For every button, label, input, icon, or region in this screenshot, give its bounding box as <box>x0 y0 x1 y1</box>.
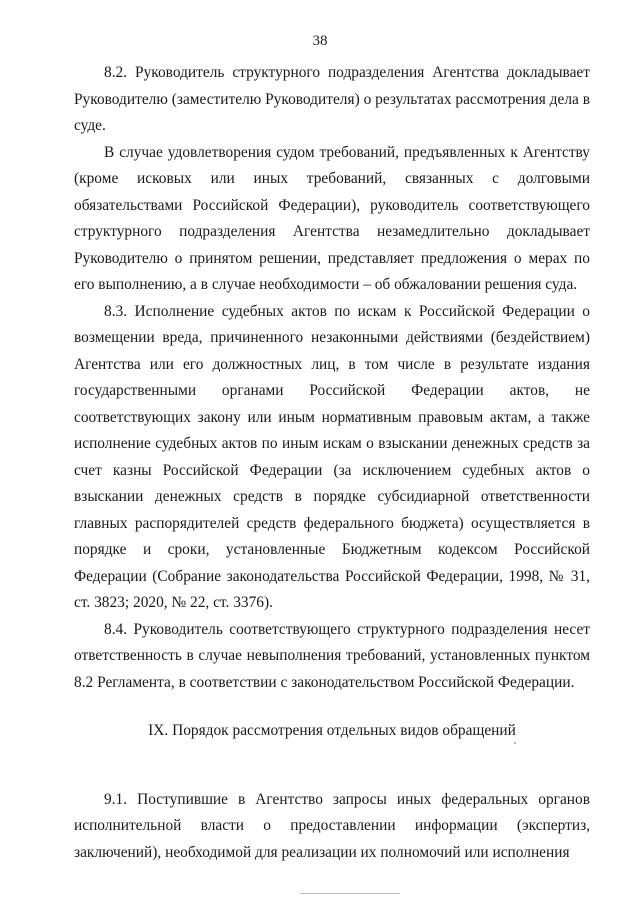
document-body <box>74 60 590 866</box>
page-number: 38 <box>312 33 328 49</box>
scan-edge-mark <box>300 893 400 894</box>
section-ix-heading: IX. Порядок рассмотрения отдельных видов обращений <box>148 722 516 739</box>
paragraph-8-2-continued: В случае удовлетворения судом требований, предъявленных к Агентству (кроме исковых или иных требований, связанных с долговыми обязательствами Российской Федерации), руководитель соответствующего структурного подразделения Агентства незамедлительно докладывает Руководителю о принятом решении, представляет предложения о мерах по его выполнению, а в случае необходимости – об обжаловании решения суда. <box>74 143 590 293</box>
paragraph-9-1: 9.1. Поступившие в Агентство запросы иных федеральных органов исполнительной власти о предоставлении информации (экспертиз, заключений), необходимой для реализации их полномочий или исполнения <box>74 790 590 861</box>
paragraph-8-3: 8.3. Исполнение судебных актов по искам к Российской Федерации о возмещении вреда, причиненного незаконными действиями (бездействием) Агентства или его должностных лиц, в том числе в результате издания государственными органами Российской Федерации актов, не соответствующих закону или иным нормативным правовым актам, а также исполнение судебных актов по иным искам о взыскании денежных средств за счет казны Российской Федерации (за исключением судебных актов о взыскании денежных средств в порядке субсидиарной ответственности главных распорядителей средств федерального бюджета) осуществляется в порядке и сроки, установленные Бюджетным кодексом Российской Федерации (Собрание законодательства Российской Федерации, 1998, № 31, ст. 3823; 2020, № 22, ст. 3376). <box>74 302 590 611</box>
scan-speck <box>514 742 516 744</box>
paragraph-8-4: 8.4. Руководитель соответствующего структурного подразделения несет ответственность в случае невыполнения требований, установленных пунктом 8.2 Регламента, в соответствии с законодательством Российской Федерации. <box>74 620 590 691</box>
paragraph-8-2: 8.2. Руководитель структурного подразделения Агентства докладывает Руководителю (заместителю Руководителя) о результатах рассмотрения дела в суде. <box>74 64 590 134</box>
